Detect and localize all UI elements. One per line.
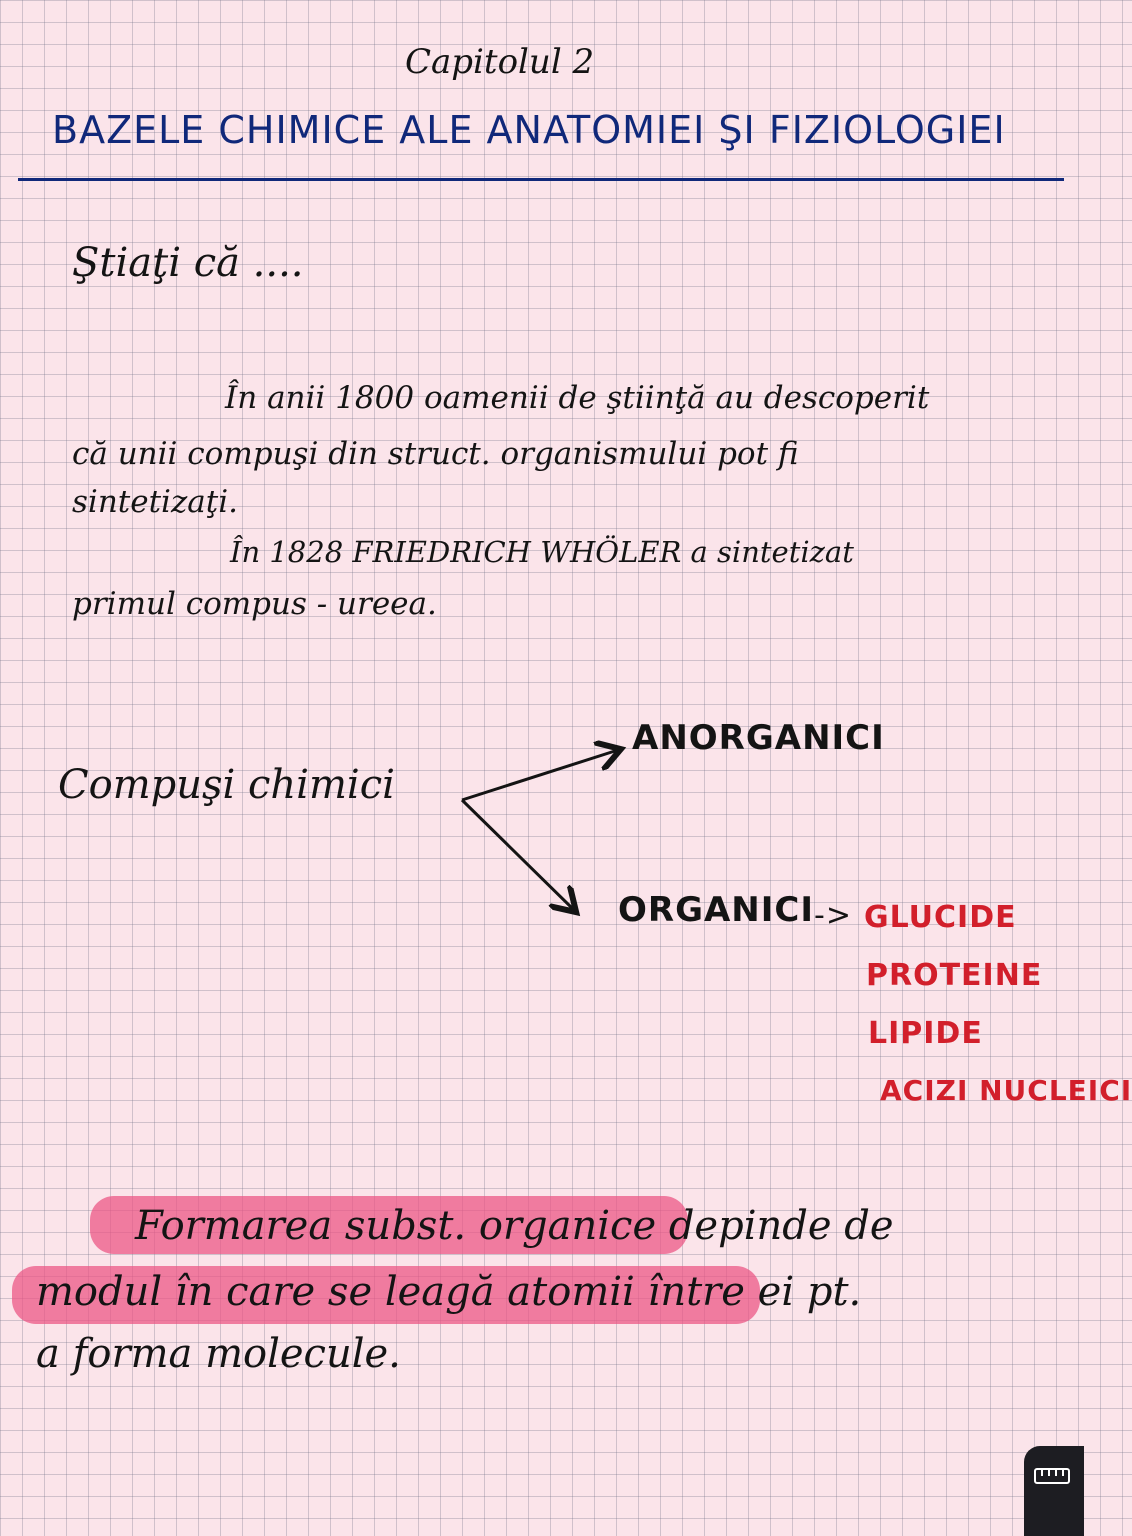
chapter-label: Capitolul 2 xyxy=(405,42,595,82)
statement-line-2: modul în care se leagă atomii între ei pt. xyxy=(36,1269,862,1315)
page-title: BAZELE CHIMICE ALE ANATOMIEI ŞI FIZIOLOGIEI xyxy=(52,108,1006,152)
inorganic-label: ANORGANICI xyxy=(632,718,885,758)
branch-arrows xyxy=(440,720,640,930)
statement-line-3: a forma molecule. xyxy=(36,1331,401,1377)
arrow-to-inorganic xyxy=(462,750,618,800)
compounds-label: Compuşi chimici xyxy=(58,762,395,808)
organic-arrow: -> xyxy=(814,898,852,933)
title-underline xyxy=(18,178,1064,181)
paragraph-1-line-3: sintetizaţi. xyxy=(72,484,239,520)
class-glucide: GLUCIDE xyxy=(864,900,1017,935)
organic-label: ORGANICI xyxy=(618,890,815,930)
paragraph-1-line-2: că unii compuşi din struct. organismului pot fi xyxy=(72,436,799,472)
arrow-to-organic xyxy=(462,800,574,910)
paragraph-1-line-1: În anii 1800 oamenii de ştiinţă au descoperit xyxy=(225,380,930,416)
paragraph-2-line-2: primul compus - ureea. xyxy=(72,586,437,622)
class-lipide: LIPIDE xyxy=(868,1016,983,1051)
paragraph-2-line-1: În 1828 FRIEDRICH WHÖLER a sintetizat xyxy=(230,535,854,569)
intro-heading: Ştiaţi că .... xyxy=(72,240,304,286)
ruler-icon xyxy=(1034,1468,1070,1484)
class-proteine: PROTEINE xyxy=(866,958,1043,993)
class-acizi-nucleici: ACIZI NUCLEICI xyxy=(880,1074,1132,1107)
ruler-tool-button[interactable] xyxy=(1024,1446,1084,1536)
statement-line-1: Formarea subst. organice depinde de xyxy=(135,1203,894,1249)
